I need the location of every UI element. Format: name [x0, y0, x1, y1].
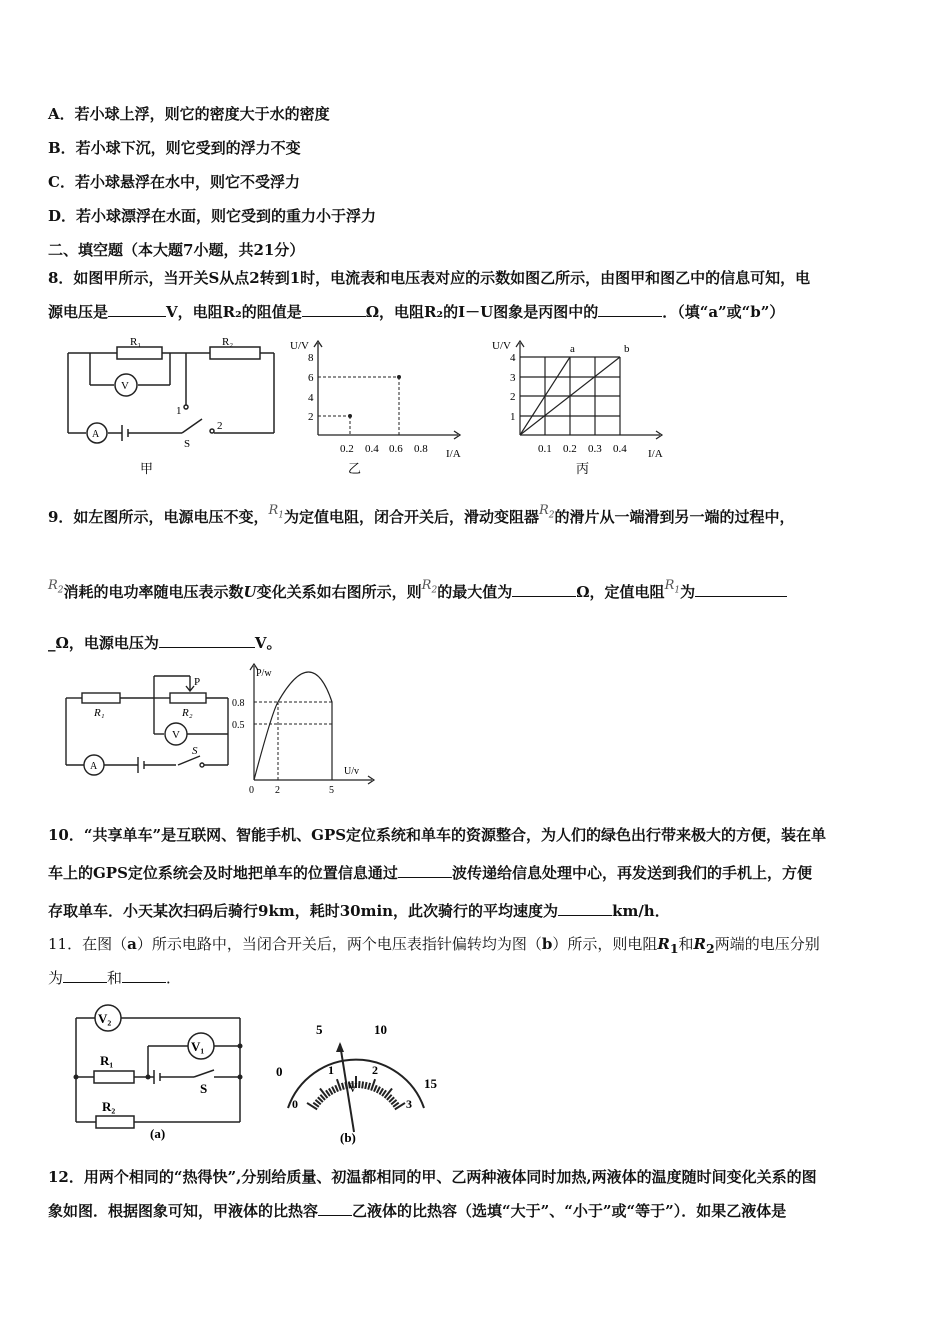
rheostat-r2 [170, 693, 206, 703]
q10-line1: 10．“共享单车”是互联网、智能手机、GPS定位系统和单车的资源整合，为人们的绿色出行带来极大的方便，装在单 [48, 826, 827, 844]
resistor-r2 [210, 347, 260, 359]
label-point1: 1 [176, 405, 182, 417]
q8-line2: 源电压是 V，电阻R₂的阻值是 Ω，电阻R₂的I－U图象是丙图中的 ．（填“a”或“b”） [48, 303, 785, 321]
q9-line1: 9．如左图所示，电源电压不变，$R_1$为定值电阻，闭合开关后，滑动变阻器$R_2$的滑片从一端滑到另一端的过程中， [48, 503, 795, 526]
blank[interactable] [122, 968, 166, 983]
y-tick: 8 [308, 352, 314, 364]
x-axis-label: I/A [648, 448, 663, 460]
x-tick: 0.4 [613, 443, 627, 455]
x-tick: 0.8 [414, 443, 428, 455]
label-v2: V₂ [98, 1011, 112, 1026]
y-tick: 4 [510, 352, 516, 364]
q11-line2: 为 和 ． [48, 969, 182, 987]
blank[interactable] [318, 1201, 352, 1216]
bottom-scale-0: 0 [292, 1097, 298, 1111]
label-r1: R₁ [100, 1053, 114, 1068]
label-a: a [570, 343, 575, 355]
x-tick: 2 [275, 785, 280, 796]
resistor-r1 [117, 347, 162, 359]
label-v: V [172, 729, 180, 741]
blank[interactable] [558, 901, 612, 916]
label-a: A [90, 761, 98, 772]
blank[interactable] [63, 968, 107, 983]
q9-line3: _Ω，电源电压为 V。 [48, 634, 282, 652]
symbol-r2: $R_2$ [539, 503, 555, 521]
label-r2: R₂ [182, 707, 193, 719]
q11-line1: 11．在图（a）所示电路中，当闭合开关后，两个电压表指针偏转均为图（b）所示，则电阻$R_1$和$R_2$两端的电压分别 [48, 935, 820, 956]
x-tick: 0.6 [389, 443, 403, 455]
data-point [397, 375, 401, 379]
label-r1: R₁ [94, 707, 105, 719]
label-a: A [92, 429, 100, 440]
y-tick: 4 [308, 392, 314, 404]
caption-jia: 甲 [140, 461, 154, 476]
q11-voltmeter-dial [268, 1012, 448, 1147]
bottom-scale-2: 2 [372, 1063, 378, 1077]
option-b: B．若小球下沉，则它受到的浮力不变 [48, 139, 301, 157]
dial-tick [368, 1083, 370, 1090]
blank[interactable] [398, 863, 452, 878]
q10-line3: 存取单车．小天某次扫码后骑行9km，耗时30min，此次骑行的平均速度为 km/h． [48, 902, 670, 920]
dial-tick [365, 1082, 366, 1089]
q11-circuit-a [64, 1000, 254, 1145]
symbol-r1: $R_1$ [664, 578, 681, 596]
x-tick: 0 [249, 785, 254, 796]
label-point2: 2 [217, 420, 223, 432]
option-a: A．若小球上浮，则它的密度大于水的密度 [48, 105, 330, 123]
y-tick: 2 [308, 411, 314, 423]
dial-tick [379, 1088, 383, 1094]
top-scale-10: 10 [374, 1022, 387, 1037]
label-v1: V₁ [191, 1039, 205, 1054]
blank[interactable] [512, 582, 576, 597]
data-point [348, 414, 352, 418]
blank[interactable] [302, 302, 366, 317]
blank[interactable] [108, 302, 166, 317]
q8-line1: 8．如图甲所示，当开关S从点2转到1时，电流表和电压表对应的示数如图乙所示，由图甲和图乙中的信息可知，电 [48, 269, 811, 287]
q9-power-graph [232, 662, 382, 797]
y-axis-label: U/V [290, 340, 309, 352]
label-r2: R₂ [102, 1099, 116, 1114]
caption-bing: 丙 [576, 461, 590, 476]
label-r1: R₁ [130, 336, 142, 348]
x-tick: 0.2 [563, 443, 577, 455]
y-tick: 0.8 [232, 698, 245, 709]
caption-b: (b) [340, 1130, 356, 1145]
top-scale-5: 5 [316, 1022, 323, 1037]
option-d: D．若小球漂浮在水面，则它受到的重力小于浮力 [48, 207, 377, 225]
section-title: 二、填空题（本大题7小题，共21分） [48, 241, 305, 259]
x-tick: 0.2 [340, 443, 354, 455]
q12-line2: 象如图．根据图象可知，甲液体的比热容 乙液体的比热容（选填“大于”、“小于”或“等于”）．如果乙液体是 [48, 1202, 787, 1220]
q12-line1: 12．用两个相同的“热得快”,分别给质量、初温都相同的甲、乙两种液体同时加热,两液体的温度随时间变化关系的图 [48, 1168, 817, 1186]
y-tick: 0.5 [232, 720, 245, 731]
resistor-r2 [96, 1116, 134, 1128]
blank[interactable] [695, 582, 787, 597]
dial-tick [332, 1087, 335, 1093]
label-s: S [192, 745, 198, 757]
label-p: P [194, 676, 201, 688]
label-b: b [624, 343, 630, 355]
x-tick: 0.1 [538, 443, 552, 455]
top-scale-15: 15 [424, 1076, 437, 1091]
unit-v: V [348, 1080, 358, 1095]
caption-a: (a) [150, 1126, 166, 1141]
x-tick: 5 [329, 785, 334, 796]
label-s: S [200, 1081, 208, 1096]
bottom-scale-1: 1 [328, 1063, 334, 1077]
q9-line2: $R_2$消耗的电功率随电压表示数U变化关系如右图所示，则$R_2$的最大值为 Ω，定值电阻$R_1$为 [48, 581, 787, 604]
q10-line2: 车上的GPS定位系统会及时地把单车的位置信息通过 波传递给信息处理中心，再发送到我们的手机上，方便 [48, 864, 812, 882]
y-tick: 2 [510, 391, 516, 403]
label-r2: R₂ [222, 336, 234, 348]
blank[interactable] [598, 302, 662, 317]
label-s: S [184, 438, 191, 450]
x-axis-label: U/v [344, 766, 359, 777]
q8-circuit-jia [62, 335, 287, 485]
top-scale-0: 0 [276, 1064, 283, 1079]
x-tick: 0.4 [365, 443, 379, 455]
resistor-r1 [94, 1071, 134, 1083]
y-tick: 3 [510, 372, 516, 384]
dial-tick [329, 1088, 333, 1094]
dial-tick [362, 1081, 363, 1088]
symbol-r2: $R_2$ [48, 578, 64, 596]
q8-graph-bing [490, 335, 675, 485]
power-curve [254, 672, 332, 780]
option-c: C．若小球悬浮在水中，则它不受浮力 [48, 173, 300, 191]
y-axis-label: P/w [256, 668, 272, 679]
bottom-scale-3: 3 [406, 1097, 412, 1111]
q9-circuit [60, 668, 245, 788]
y-axis-label: U/V [492, 340, 511, 352]
dial-tick [377, 1087, 380, 1093]
dial-tick [335, 1085, 338, 1091]
symbol-r1: $R_1$ [268, 503, 284, 521]
dial-tick [374, 1085, 377, 1091]
q8-graph-yi [288, 335, 473, 485]
symbol-r2: $R_2$ [421, 578, 438, 596]
dial-tick [342, 1083, 344, 1090]
label-v: V [121, 380, 129, 392]
y-tick: 1 [510, 411, 516, 423]
resistor-r1 [82, 693, 120, 703]
caption-yi: 乙 [348, 461, 362, 476]
x-axis-label: I/A [446, 448, 461, 460]
y-tick: 6 [308, 372, 314, 384]
blank[interactable] [159, 633, 255, 648]
x-tick: 0.3 [588, 443, 602, 455]
